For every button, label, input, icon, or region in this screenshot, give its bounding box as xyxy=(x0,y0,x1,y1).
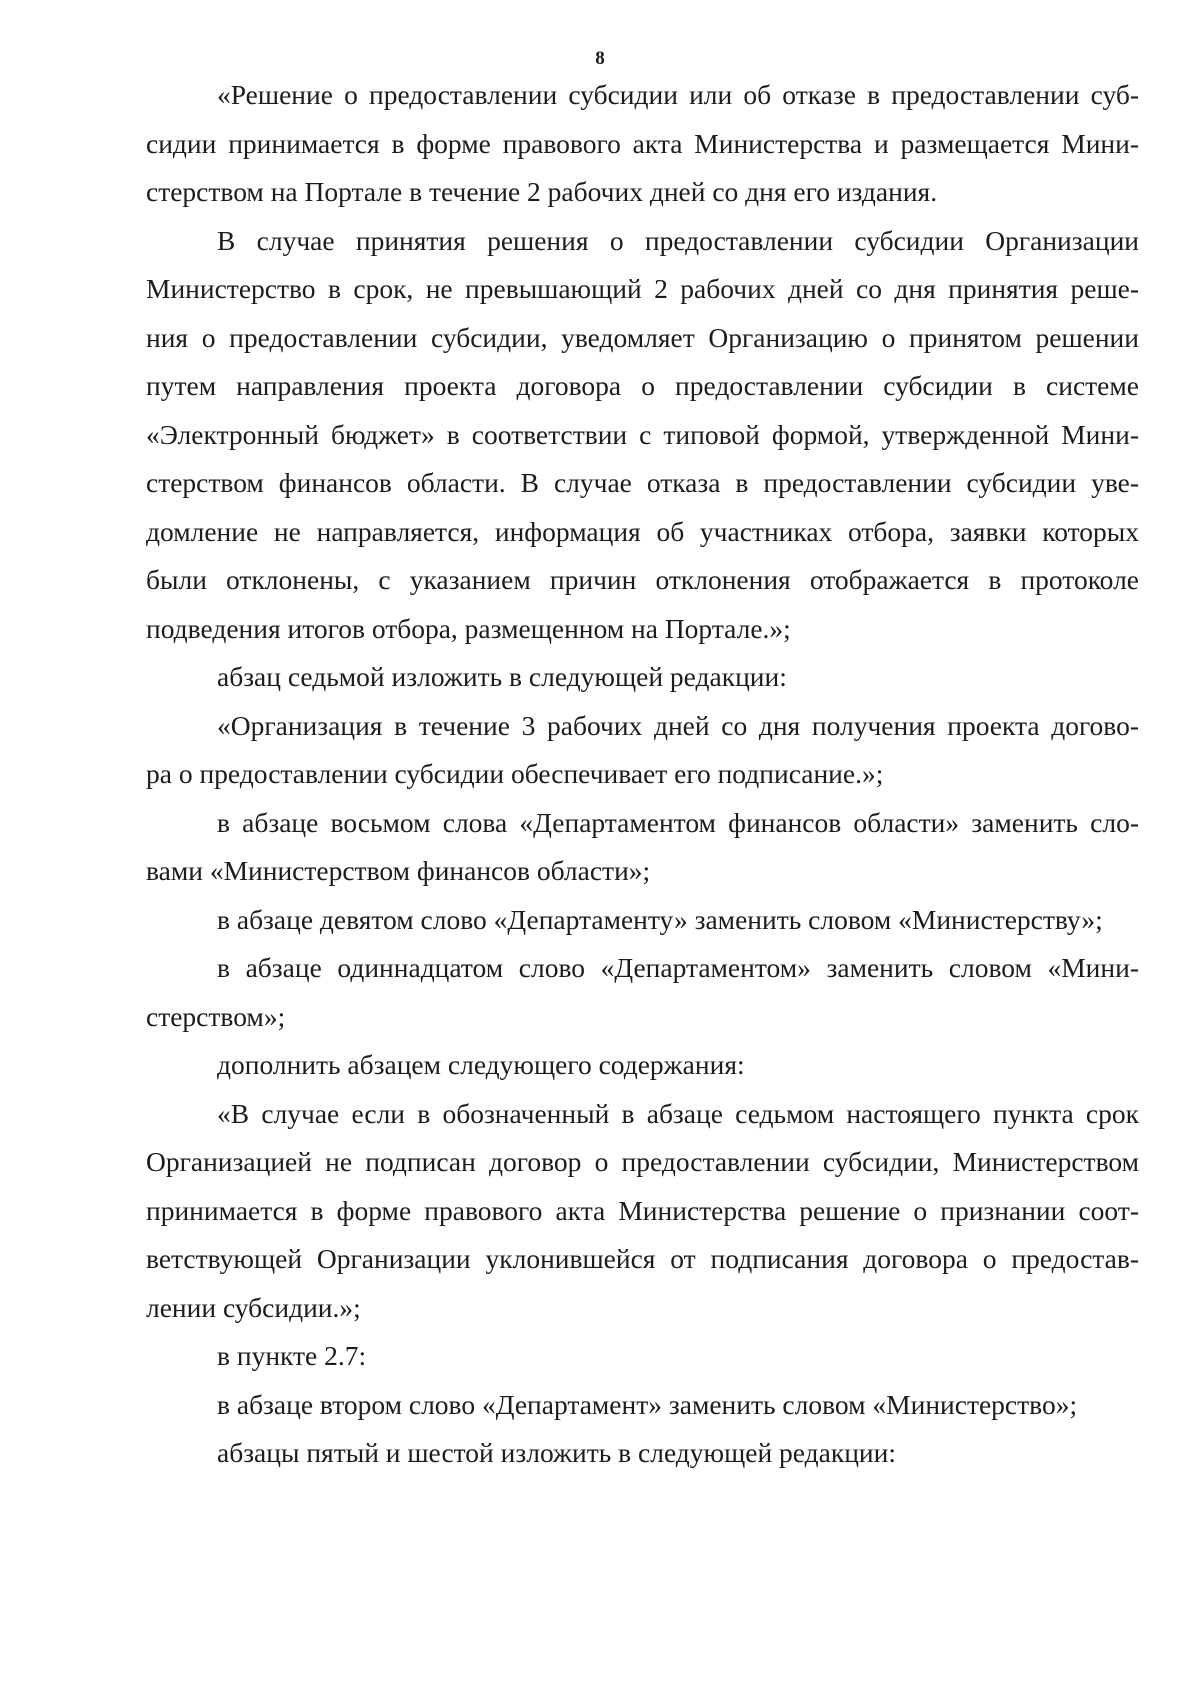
paragraph xyxy=(146,71,1139,217)
paragraph-line: «Организация в течение 3 рабочих дней со дня получения проекта догово- xyxy=(217,709,1139,741)
paragraph-line: принимается в форме правового акта Министерства решение о признании соот- xyxy=(146,1194,1139,1226)
paragraph-line: стерством финансов области. В случае отказа в предоставлении субсидии уве- xyxy=(146,467,1139,498)
paragraph-line: лении субсидии.»; xyxy=(146,1291,361,1323)
paragraph xyxy=(146,1090,1139,1333)
paragraph-line: ветствующей Организации уклонившейся от подписания договора о предостав- xyxy=(146,1243,1139,1274)
paragraph-line: подведения итогов отбора, размещенном на Портале.»; xyxy=(146,612,791,644)
paragraph-line: были отклонены, с указанием причин отклонения отображается в протоколе xyxy=(146,564,1139,595)
paragraph-line: «Электронный бюджет» в соответствии с типовой формой, утвержденной Мини- xyxy=(146,418,1139,450)
paragraph xyxy=(146,217,1139,654)
paragraph xyxy=(146,799,1139,896)
paragraph-line: в абзаце девятом слово «Департаменту» заменить словом «Министерству»; xyxy=(217,903,1103,935)
paragraph-line: Министерство в срок, не превышающий 2 рабочих дней со дня принятия реше- xyxy=(146,273,1139,304)
paragraph-line: путем направления проекта договора о предоставлении субсидии в системе xyxy=(146,370,1139,401)
paragraph-line: дополнить абзацем следующего содержания: xyxy=(217,1049,745,1080)
paragraph xyxy=(146,1381,1139,1430)
page-number: 8 xyxy=(595,48,605,69)
paragraph xyxy=(146,1041,1139,1090)
paragraph xyxy=(146,702,1139,799)
paragraph xyxy=(146,896,1139,945)
paragraph-line: домление не направляется, информация об участниках отбора, заявки которых xyxy=(146,515,1139,547)
paragraph-line: ния о предоставлении субсидии, уведомляет Организацию о принятом решении xyxy=(146,321,1139,353)
paragraph xyxy=(146,653,1139,702)
paragraph-line: сидии принимается в форме правового акта Министерства и размещается Мини- xyxy=(146,127,1139,159)
paragraph-line: «В случае если в обозначенный в абзаце седьмом настоящего пункта срок xyxy=(217,1097,1139,1129)
paragraph-line: В случае принятия решения о предоставлении субсидии Организации xyxy=(217,224,1139,256)
paragraph-line: ра о предоставлении субсидии обеспечивает его подписание.»; xyxy=(146,758,884,789)
paragraph-line: вами «Министерством финансов области»; xyxy=(146,855,651,886)
paragraph-line: Организацией не подписан договор о предоставлении субсидии, Министерством xyxy=(146,1146,1139,1177)
paragraph-line: в пункте 2.7: xyxy=(217,1340,367,1371)
paragraph-line: в абзаце одиннадцатом слово «Департаментом» заменить словом «Мини- xyxy=(217,952,1139,983)
paragraph xyxy=(146,1332,1139,1381)
paragraph-line: в абзаце восьмом слова «Департаментом финансов области» заменить сло- xyxy=(217,806,1139,838)
paragraph-line: стерством на Портале в течение 2 рабочих дней со дня его издания. xyxy=(146,176,938,207)
paragraph-line: «Решение о предоставлении субсидии или об отказе в предоставлении суб- xyxy=(217,79,1139,110)
paragraph xyxy=(146,944,1139,1041)
paragraph-line: абзац седьмой изложить в следующей редакции: xyxy=(217,661,787,692)
paragraph-line: абзацы пятый и шестой изложить в следующей редакции: xyxy=(217,1437,897,1468)
paragraph xyxy=(146,1429,1139,1478)
paragraph-line: стерством»; xyxy=(146,1000,286,1032)
paragraph-line: в абзаце втором слово «Департамент» заменить словом «Министерство»; xyxy=(217,1388,1078,1420)
document-body xyxy=(146,71,1139,1478)
